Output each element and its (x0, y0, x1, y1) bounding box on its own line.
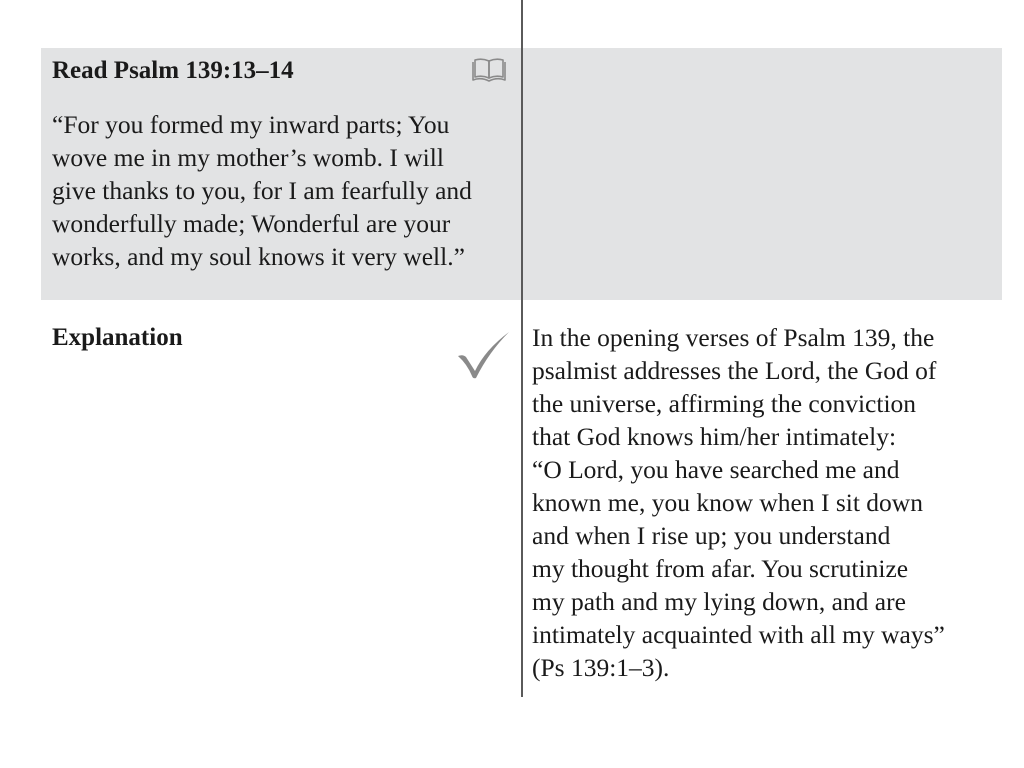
checkmark-icon (455, 330, 511, 380)
column-divider (521, 0, 523, 697)
explanation-text: In the opening verses of Psalm 139, the psalmist addresses the Lord, the God of the universe, affirming the conviction that God knows him/her intimately: “O Lord, you have searched me and known me, you know when I sit down and when I rise up; you understand my thought from afar. You scrutinize my path and my lying down, and are intimately acquainted with all my ways” (Ps 139:1–3). (532, 323, 945, 682)
scripture-text: “For you formed my inward parts; You wove me in my mother’s womb. I will give thanks to you, for I am fearfully and wonderfully made; Wonderful are your works, and my soul knows it very well.” (52, 110, 472, 271)
explanation-heading: Explanation (52, 324, 183, 351)
scripture-heading: Read Psalm 139:13–14 (52, 57, 294, 84)
open-book-icon (469, 56, 509, 86)
